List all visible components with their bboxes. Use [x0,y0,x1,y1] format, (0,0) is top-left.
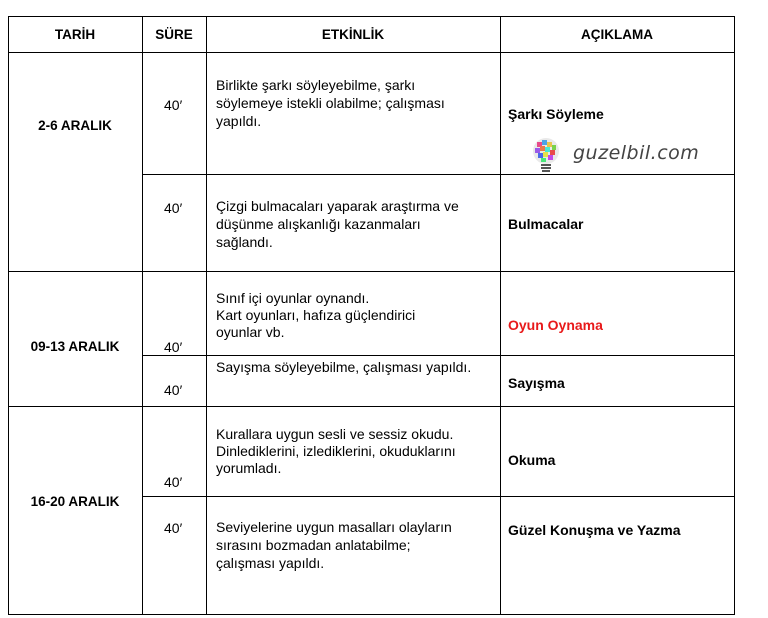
row-duration: 40′ [164,97,183,113]
row-duration: 40′ [164,339,183,355]
row-activity: Sayışma söyleyebilme, çalışması yapıldı. [216,359,472,375]
row-duration: 40′ [164,200,183,216]
row-activity: Kurallara uygun sesli ve sessiz okudu. Dinlediklerini, izlediklerini, okuduklarını yorumladı. [216,426,456,476]
row-duration: 40′ [164,520,183,536]
header-date: TARİH [54,27,96,42]
row-duration: 40′ [164,474,183,490]
row-description-highlight: Oyun Oynama [508,317,603,333]
group-date: 09-13 ARALIK [30,339,120,354]
row-description: Şarkı Söyleme [508,106,604,122]
group-date: 16-20 ARALIK [30,494,120,509]
header-duration: SÜRE [155,27,193,42]
row-description: Okuma [508,452,556,468]
watermark [530,136,740,176]
watermark-text: guzelbil.com [573,142,700,164]
header-activity: ETKİNLİK [321,27,385,42]
row-activity: Çizgi bulmacaları yaparak araştırma ve düşünme alışkanlığı kazanmaları sağlandı. [216,198,459,250]
lightbulb-icon [530,136,566,176]
row-description: Bulmacalar [508,216,584,232]
row-duration: 40′ [164,382,183,398]
group-date: 2-6 ARALIK [38,118,112,133]
row-activity: Birlikte şarkı söyleyebilme, şarkı söylemeye istekli olabilme; çalışması yapıldı. [216,77,445,129]
header-description: AÇIKLAMA [581,27,653,42]
row-description: Sayışma [508,375,565,391]
row-activity: Sınıf içi oyunlar oynandı. Kart oyunları, hafıza güçlendirici oyunlar vb. [216,290,416,340]
row-description: Güzel Konuşma ve Yazma [508,522,681,538]
row-activity: Seviyelerine uygun masalları olayların sırasını bozmadan anlatabilme; çalışması yapıldı. [216,519,452,571]
